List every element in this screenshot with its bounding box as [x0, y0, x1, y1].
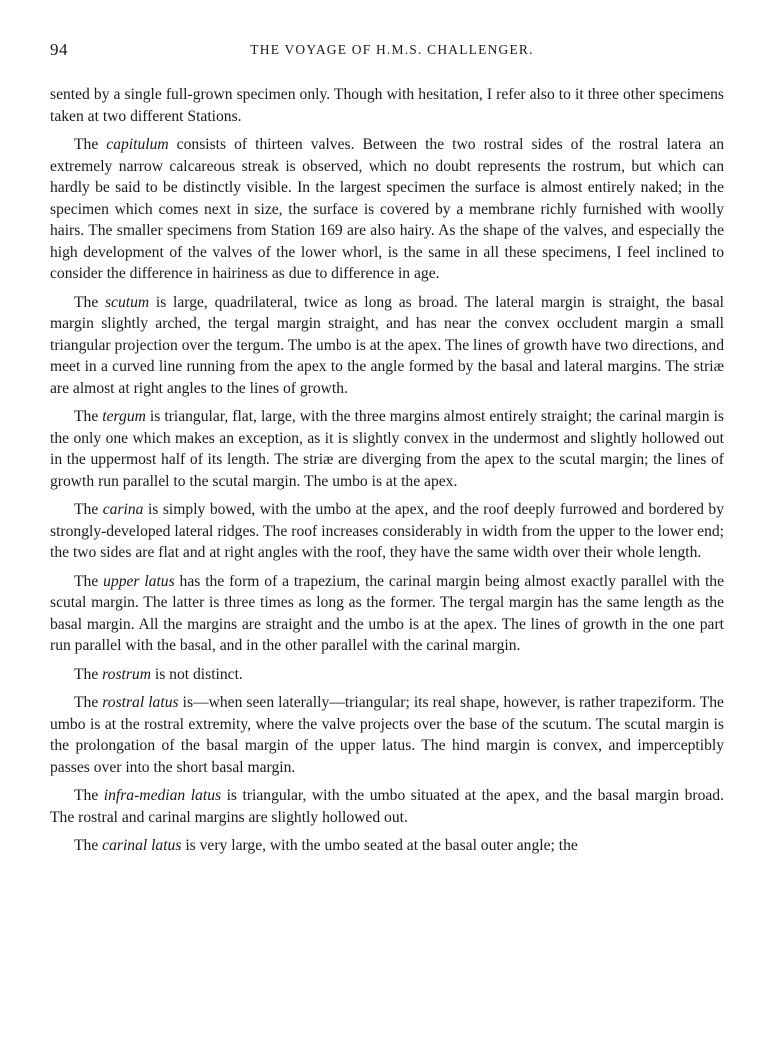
paragraph-text: is simply bowed, with the umbo at the apex, and the roof deeply furrowed and bordered by strongly-developed lateral ridges. The roof increases considerably in width from the upper to the lower end; the two sides are flat and at right angles with the roof, they have the same width over their whole length. [50, 501, 724, 561]
paragraph-lead: The [74, 694, 103, 711]
paragraph-text: consists of thirteen valves. Between the two rostral sides of the rostral latera an extremely narrow calcareous streak is observed, which no doubt represents the rostrum, but which can hardly be said to be distinctly visible. In the largest specimen the surface is almost entirely naked; in the specimen which comes next in size, the surface is covered by a membrane richly furnished with woolly hairs. The smaller specimens from Station 169 are also hairy. As the shape of the valves, and especially the high development of the valves of the lower whorl, is the same in all these specimens, I feel inclined to consider the difference in hairiness as due to difference in age. [50, 136, 724, 282]
paragraph-rostrum [50, 664, 724, 686]
paragraph-capitulum [50, 134, 724, 285]
paragraph-text: has the form of a trapezium, the carinal margin being almost exactly parallel with the scutal margin. The latter is three times as long as the former. The tergal margin has the same length as the basal margin. All the margins are straight and the umbo is at the apex. The lines of growth in the one part run parallel with the basal, and in the other parallel with the carinal margin. [50, 572, 724, 654]
term-carina: carina [102, 501, 144, 518]
term-scutum: scutum [104, 293, 150, 311]
paragraph-text: is large, quadrilateral, twice as long as broad. The lateral margin is straight, the basal margin slightly arched, the tergal margin straight, and has near the convex occludent margin a small triangular projection over the tergum. The umbo is at the apex. The lines of growth have two directions, and meet in a curved line running from the apex to the angle formed by the basal and lateral margins. The striæ are almost at right angles to the lines of growth. [50, 293, 724, 397]
paragraph-text: is triangular, with the umbo situated at the apex, and the basal margin broad. The rostral and carinal margins are slightly hollowed out. [50, 787, 724, 826]
paragraph-lead: The [74, 501, 103, 518]
paragraph-upper-latus [50, 571, 724, 657]
page-number: 94 [50, 40, 68, 59]
paragraph-carinal-latus [50, 835, 724, 857]
paragraph-lead: The [74, 136, 107, 153]
term-infra-median-latus: infra-median latus [103, 787, 222, 804]
paragraph-text: sented by a single full-grown specimen only. Though with hesitation, I refer also to it three other specimens taken at two different Stations. [50, 86, 724, 125]
paragraph-lead: The [74, 665, 103, 683]
paragraph-text: is—when seen laterally—triangular; its real shape, however, is rather trapeziform. The umbo is at the rostral extremity, where the valve projects over the base of the scutum. The scutal margin is the prolongation of the basal margin of the upper latus. The hind margin is convex, and imperceptibly passes over into the short basal margin. [50, 694, 724, 776]
paragraph-lead: The [74, 408, 103, 425]
paragraph-tergum [50, 406, 724, 492]
paragraph-text: is very large, with the umbo seated at the basal outer angle; the [181, 837, 578, 854]
running-title: THE VOYAGE OF H.M.S. CHALLENGER. [250, 42, 534, 57]
paragraph-infra-median-latus [50, 785, 724, 828]
running-head [50, 40, 724, 64]
paragraph-lead: The [74, 293, 105, 311]
term-carinal-latus: carinal latus [102, 837, 182, 854]
paragraph-carina [50, 499, 724, 564]
term-tergum: tergum [102, 408, 146, 425]
paragraph-text: is not distinct. [150, 665, 243, 683]
term-rostral-latus: rostral latus [102, 694, 179, 711]
term-upper-latus: upper latus [103, 572, 175, 590]
page [50, 40, 724, 864]
term-capitulum: capitulum [106, 136, 169, 153]
term-rostrum: rostrum [102, 665, 151, 683]
paragraph-lead: The [74, 572, 104, 590]
body-text [50, 84, 724, 857]
paragraph-lead: The [74, 837, 103, 854]
paragraph-continued [50, 84, 724, 127]
paragraph-text: is triangular, flat, large, with the three margins almost entirely straight; the carinal margin is the only one which makes an exception, as it is slightly convex in the undermost and slightly hollowed out in the uppermost half of its length. The striæ are diverging from the apex to the scutal margin; the lines of growth run parallel to the scutal margin. The umbo is at the apex. [50, 408, 724, 490]
paragraph-scutum [50, 292, 724, 400]
paragraph-rostral-latus [50, 692, 724, 778]
paragraph-lead: The [74, 787, 104, 804]
